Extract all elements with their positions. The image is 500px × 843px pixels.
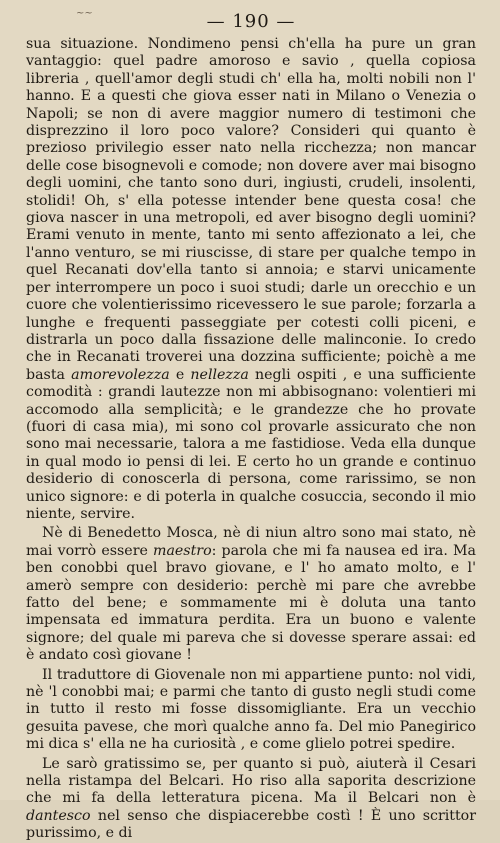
page-number: — 190 — bbox=[206, 11, 296, 32]
ink-mark: ~~ bbox=[76, 8, 93, 19]
italic-word: maestro bbox=[153, 542, 212, 559]
text-run: Le sarò gratissimo se, per quanto si può, aiuterà il Cesari nella ristampa del Belcari. Ho riso alla saporita descrizione che mi fa della letteratura picena. Ma il Belcari non è bbox=[26, 755, 476, 807]
text-run: Il traduttore di Giovenale non mi appartiene punto: nol vidi, nè 'l conobbi mai; e parmi che tanto di gusto negli studi come in tutto il resto mi fosse dissomigliante. Era un vecchio gesuita pavese, che morì qualche anno fa. Del mio Panegirico mi dica s' ella ne ha curiosità , e come glielo potrei spedire. bbox=[26, 666, 476, 753]
paragraph-4 bbox=[26, 756, 476, 843]
text-run: negli ospiti , e una sufficiente comodità : grandi lautezze non mi abbisognano: volentieri mi accomodo alla semplicità; e le grandezze che ho provate (fuori di casa mia), mi sono col provarle assicurato che non sono mai necessarie, talora a me fastidiose. Veda ella dunque in qual modo io pensi di lei. E certo ho un grande e continuo desiderio di conoscerla di persona, come rarissimo, se non unico signore: e di poterla in qualche cosuccia, secondo il mio niente, servire. bbox=[26, 366, 476, 522]
text-run: Nè di Benedetto Mosca, nè di niun altro sono mai stato, nè mai vorrò essere bbox=[26, 525, 476, 559]
text-run: nel senso che dispiacerebbe costì ! È uno scrittor purissimo, e di bbox=[26, 807, 476, 842]
paragraph-1 bbox=[26, 36, 476, 523]
italic-word: amorevolezza bbox=[71, 366, 170, 383]
paragraph-3 bbox=[26, 667, 476, 754]
page-text bbox=[26, 36, 476, 843]
text-run: e bbox=[169, 366, 191, 383]
text-run: : parola che mi fa nausea ed ira. Ma ben conobbi quel bravo giovane, e l' ho amato molto, e l' amerò sempre con desiderio: perchè mi pare che avrebbe fatto del bene; e sommamente mi è doluta una tanto impensata ed immatura perdita. Era un buono e valente signore; del quale mi pareva che si dovesse sperare assai: ed è andato così giovane ! bbox=[26, 542, 476, 664]
italic-word: dantesco bbox=[26, 807, 91, 824]
paragraph-2 bbox=[26, 525, 476, 664]
italic-word: nellezza bbox=[190, 366, 249, 383]
text-run: sua situazione. Nondimeno pensi ch'ella ha pure un gran vantaggio: quel padre amoroso e savio , quella copiosa libreria , quell'amor degli studi ch' ella ha, molti nobili non l' hanno. E a questi che giova esser nati in Milano o Venezia o Napoli; se non di avere maggior numero di testimoni che disprezzino il loro poco valore? Consideri qui quanto è prezioso privilegio esser nato nella ricchezza; non mancar delle cose bisognevoli e comode; non dovere aver mai bisogno degli uomini, che tanto sono duri, ingiusti, crudeli, insolenti, stolidi! Oh, s' ella potesse intender bene questa cosa! che giova nascer in una metropoli, ed aver bisogno degli uomini? Erami venuto in mente, tanto mi sento affezionato a lei, che l'anno venturo, se mi riuscisse, di stare per qualche tempo in quel Recanati dov'ella tanto si annoia; e starvi unicamente per interrompere un poco i suoi studi; darle un orecchio e un cuore che volentierissimo ricevessero le sue parole; forzarla a lunghe e frequenti passeggiate per cotesti colli piceni, e distrarla un poco dalla fissazione delle malinconie. Io credo che in Recanati troverei una dozzina sufficiente; poichè a me basta bbox=[26, 36, 476, 383]
